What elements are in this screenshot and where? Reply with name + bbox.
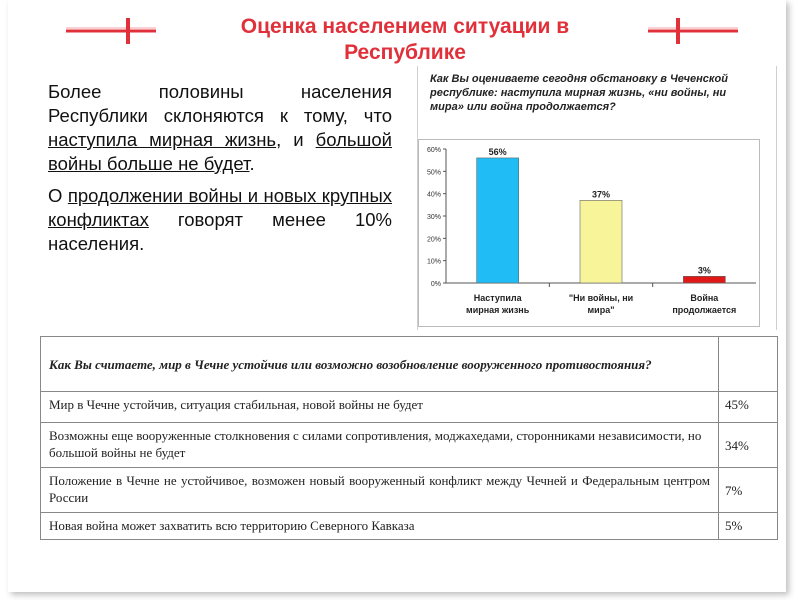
summary-text-part: . bbox=[249, 153, 255, 174]
y-tick-label: 50% bbox=[426, 169, 441, 177]
summary-text-part: , и bbox=[276, 129, 316, 150]
table-cell-text: Положение в Чечне не устойчивое, возможен новый вооруженный конфликт между Чечней и Федеральным центром России bbox=[41, 468, 719, 513]
table-row bbox=[41, 423, 778, 468]
bar-data-label: 3% bbox=[697, 265, 711, 276]
x-category-label: мира" bbox=[587, 305, 615, 315]
summary-paragraph-2 bbox=[48, 184, 392, 256]
table-row bbox=[41, 513, 778, 540]
table-cell-value: 45% bbox=[719, 392, 778, 423]
table-cell-text: Мир в Чечне устойчив, ситуация стабильная, новой войны не будет bbox=[41, 392, 719, 423]
table-cell-value: 7% bbox=[719, 468, 778, 513]
y-tick-label: 40% bbox=[426, 191, 441, 199]
summary-paragraph-1 bbox=[48, 80, 392, 176]
summary-text-part: говорят менее 10% населения. bbox=[48, 209, 392, 254]
chart-question: Как Вы оцениваете сегодня обстановку в Чеченской республике: наступила мирная жизнь, «ни войны, ни мира» или война продолжается? bbox=[430, 73, 728, 113]
summary-underlined: наступила мирная жизнь bbox=[48, 129, 277, 150]
y-tick-label: 0% bbox=[430, 281, 441, 288]
table-cell-value: 34% bbox=[719, 423, 778, 468]
x-category-label: "Ни войны, ни bbox=[568, 293, 634, 303]
table-header-row bbox=[41, 337, 778, 392]
table-cell-text: Новая война может захватить всю территорию Северного Кавказа bbox=[41, 513, 719, 540]
bar-chart bbox=[418, 139, 760, 327]
y-tick-label: 20% bbox=[426, 236, 441, 244]
left-decor-icon bbox=[66, 16, 158, 46]
y-tick-label: 60% bbox=[426, 147, 441, 154]
table-cell-text: Возможны еще вооруженные столкновения с силами сопротивления, моджахедами, сторонниками независимости, но большой войны не будет bbox=[41, 423, 719, 468]
page-title: Оценка населением ситуации в Республике bbox=[240, 15, 570, 64]
summary-underlined: большой войны больше не будет bbox=[48, 129, 392, 174]
bar bbox=[580, 200, 622, 283]
table-cell-value: 5% bbox=[719, 513, 778, 540]
bar-data-label: 56% bbox=[488, 146, 507, 157]
y-tick-label: 30% bbox=[426, 214, 441, 221]
table-row bbox=[41, 392, 778, 423]
summary-text-part: Более половины населения Республики склоняются к тому, что bbox=[48, 81, 392, 126]
chart-panel bbox=[417, 66, 777, 330]
table-header-empty bbox=[719, 337, 778, 392]
table-row bbox=[41, 468, 778, 513]
summary-text-part: О bbox=[48, 185, 68, 206]
survey-table bbox=[40, 336, 778, 540]
bar bbox=[683, 276, 725, 283]
summary-underlined: продолжении войны и новых крупных конфликтах bbox=[48, 185, 393, 230]
y-tick-label: 10% bbox=[426, 258, 441, 266]
bar bbox=[477, 158, 519, 283]
summary-text bbox=[48, 80, 392, 264]
x-category-label: продолжается bbox=[672, 305, 737, 315]
x-category-label: Война bbox=[690, 293, 719, 303]
right-decor-icon bbox=[648, 16, 740, 46]
bar-data-label: 37% bbox=[591, 189, 611, 200]
x-category-label: мирная жизнь bbox=[466, 305, 530, 315]
x-category-label: Наступила bbox=[473, 293, 522, 303]
table-header: Как Вы считаете, мир в Чечне устойчив или возможно возобновление вооруженного противостояния? bbox=[41, 337, 719, 392]
